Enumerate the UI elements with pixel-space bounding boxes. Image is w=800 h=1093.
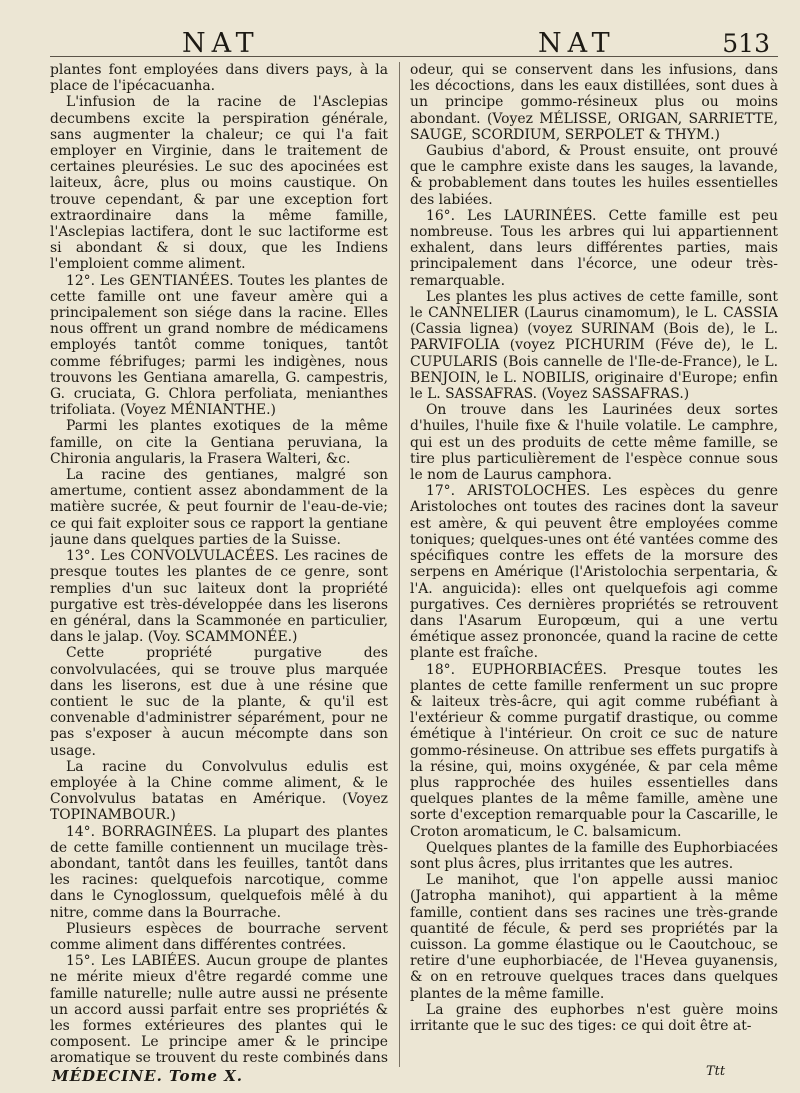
paragraph: La graine des euphorbes n'est guère moins irritante que le suc des tiges: ce qui doit être at- — [410, 1001, 778, 1034]
running-head-left: NAT — [182, 28, 260, 59]
signature-mark: Ttt — [706, 1064, 726, 1079]
paragraph: La racine du Convolvulus edulis est employée à la Chine comme aliment, & le Convolvulus batatas en Amérique. (Voyez TOPINAMBOUR.) — [50, 758, 388, 824]
page-number: 513 — [722, 29, 770, 58]
paragraph: Les plantes les plus actives de cette famille, sont le CANNELIER (Laurus cinamomum), le L. CASSIA (Cassia lignea) (voyez SURINAM (Bois de), le L. PARVIFOLIA (voyez PICHURIM (Féve de), le L. CUPULARIS (Bois cannelle de l'Ile-de-France), le L. BENJOIN, le L. NOBILIS, originaire d'Europe; enfin le L. SASSAFRAS. (Voyez SASSAFRAS.) — [410, 288, 778, 403]
paragraph: Cette propriété purgative des convolvulacées, qui se trouve plus marquée dans les liserons, est due à une résine que contient le suc de la plante, & qu'il est convenable d'administrer séparément, pour ne pas s'exposer à aucun mécompte dans son usage. — [50, 645, 388, 759]
paragraph: 18°. EUPHORBIACÉES. Presque toutes les plantes de cette famille renferment un suc propre & laiteux très-âcre, qui agit comme rubéfiant à l'extérieur & comme purgatif drastique, ou comme émétique à l'intérieur. On croit ce suc de nature gommo-résineuse. On attribue ses effets purgatifs à la résine, qui, moins oxygénée, & par cela même plus rapprochée des huiles essentielles dans quelques plantes de la même famille, amène une sorte d'exception remarquable pour la Cascarille, le Croton aromaticum, le C. balsamicum. — [410, 661, 778, 840]
paragraph: Gaubius d'abord, & Proust ensuite, ont prouvé que le camphre existe dans les sauges, la lavande, & probablement dans toutes les huiles essentielles des labiées. — [410, 143, 778, 208]
running-head-right: NAT — [538, 28, 616, 59]
paragraph: Plusieurs espèces de bourrache servent comme aliment dans différentes contrées. — [50, 920, 388, 953]
paragraph: 14°. BORRAGINÉES. La plupart des plantes de cette famille contiennent un mucilage très-abondant, tantôt dans les feuilles, tantôt dans les racines: quelquefois narcotique, comme dans le Cynoglossum, quelquefois mêlé à du nitre, comme dans la Bourrache. — [50, 823, 388, 921]
paragraph: 15°. Les LABIÉES. Aucun groupe de plantes ne mérite mieux d'être regardé comme une famille naturelle; nulle autre aussi ne présente un accord aussi parfait entre ses propriétés & les formes extérieures des plantes qui le composent. Le principe amer & le principe aromatique se trouvent du reste combinés dans — [50, 953, 388, 1067]
paragraph: plantes font employées dans divers pays, à la place de l'ipécacuanha. — [50, 62, 388, 95]
paragraph: 16°. Les LAURINÉES. Cette famille est peu nombreuse. Tous les arbres qui lui appartiennent exhalent, dans leurs différentes parties, mais principalement dans l'écorce, une odeur très-remarquable. — [410, 207, 778, 289]
paragraph: Le manihot, que l'on appelle aussi manioc (Jatropha manihot), qui appartient à la même famille, contient dans ses racines une très-grande quantité de fécule, & perd ses propriétés par la cuisson. La gomme élastique ou le Caoutchouc, se retire d'une euphorbiacée, de l'Hevea guyanensis, & on en retrouve quelques traces dans quelques plantes de la même famille. — [410, 872, 778, 1002]
paragraph: 17°. ARISTOLOCHES. Les espèces du genre Aristoloches ont toutes des racines dont la saveur est amère, & qui peuvent être employées comme toniques; quelques-unes ont été vantées comme des spécifiques contre les effets de la morsure des serpens en Amérique (l'Aristolochia serpentaria, & l'A. anguicida): elles ont quelquefois agi comme purgatives. Ces dernières propriétés se retrouvent dans l'Asarum Europœum, qui a une vertu émétique assez prononcée, quand la racine de cette plante est fraîche. — [410, 483, 778, 662]
paragraph: Parmi les plantes exotiques de la même famille, on cite la Gentiana peruviana, la Chironia angularis, la Frasera Walteri, &c. — [50, 418, 388, 467]
header-rule — [50, 56, 778, 57]
paragraph: odeur, qui se conservent dans les infusions, dans les décoctions, dans les eaux distillées, sont dues à un principe gommo-résineux plus ou moins abondant. (Voyez MÉLISSE, ORIGAN, SARRIETTE, SAUGE, SCORDIUM, SERPOLET & THYM.) — [410, 62, 778, 143]
column-divider — [399, 62, 400, 1067]
paragraph: L'infusion de la racine de l'Asclepias decumbens excite la perspiration générale, sans augmenter la chaleur; ce qui l'a fait employer en Virginie, dans le traitement de certaines pleurésies. Le suc des apocinées est laiteux, âcre, plus ou moins caustique. On trouve cependant, & par une exception fort extraordinaire dans la même famille, l'Asclepias lactifera, dont le suc lactiforme est si abondant & si doux, que les Indiens l'emploient comme aliment. — [50, 94, 388, 273]
paragraph: 13°. Les CONVOLVULACÉES. Les racines de presque toutes les plantes de ce genre, sont remplies d'un suc laiteux dont la propriété purgative est très-développée dans les liserons en général, dans la Scammonée en particulier, dans le jalap. (Voy. SCAMMONÉE.) — [50, 548, 388, 646]
paragraph: La racine des gentianes, malgré son amertume, contient assez abondamment de la matière sucrée, & peut fournir de l'eau-de-vie; ce qui fait exploiter sous ce rapport la gentiane jaune dans quelques parties de la Suisse. — [50, 467, 388, 548]
left-column — [50, 62, 388, 1067]
right-column — [410, 62, 778, 1067]
paragraph: On trouve dans les Laurinées deux sortes d'huiles, l'huile fixe & l'huile volatile. Le camphre, qui est un des produits de cette même famille, se tire plus particulièrement de l'espèce connue sous le nom de Laurus camphora. — [410, 402, 778, 484]
footer-title: MÉDECINE. Tome X. — [52, 1067, 243, 1085]
paragraph: Quelques plantes de la famille des Euphorbiacées sont plus âcres, plus irritantes que les autres. — [410, 839, 778, 872]
paragraph: 12°. Les GENTIANÉES. Toutes les plantes de cette famille ont une faveur amère qui a principalement son siége dans la racine. Elles nous offrent un grand nombre de médicamens employés tantôt comme toniques, tantôt comme fébrifuges; parmi les indigènes, nous trouvons les Gentiana amarella, G. campestris, G. cruciata, G. Chlora perfoliata, menianthes trifoliata. (Voyez MÉNIANTHE.) — [50, 272, 388, 419]
